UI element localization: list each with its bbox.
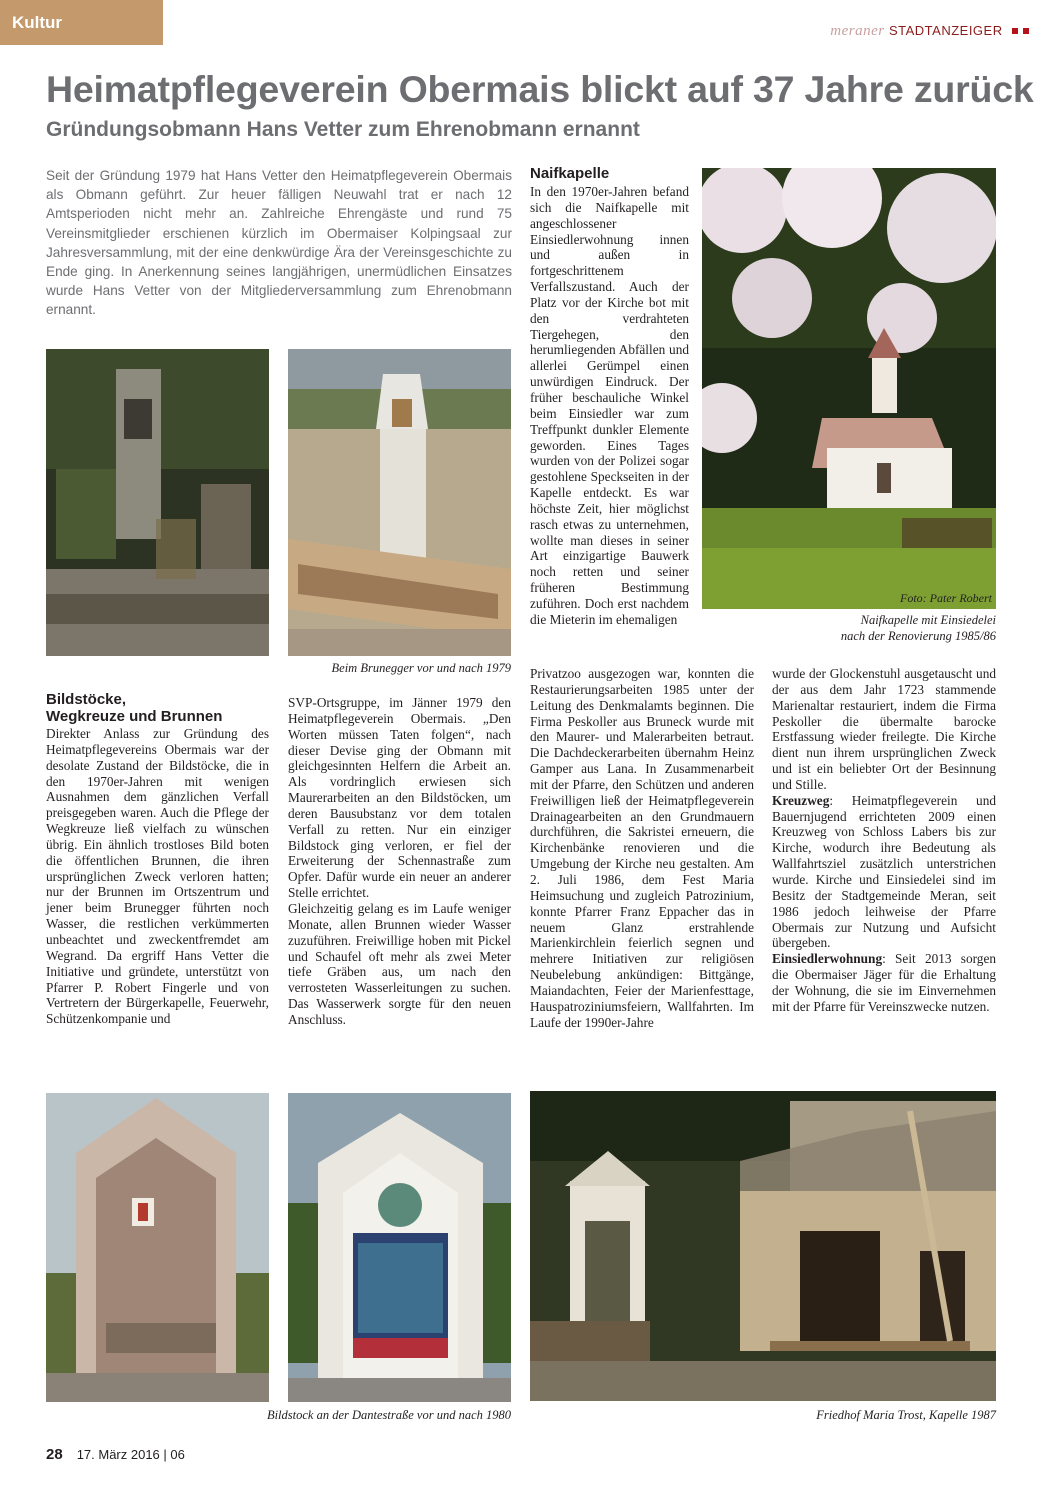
paragraph: Gleichzeitig gelang es im Laufe weniger Monate, allen Brunnen wieder Wasser zuzuführen. Freiwillige hoben mit Pickel und Schaufel oft mehr als zwei Meter tiefe Gräben aus, um nach den verrosteten Wasserleitungen zu suchen. Das Wasserwerk sorgte für den neuen Anschluss.: [288, 900, 511, 1027]
column-2-text: [288, 695, 511, 1028]
column-1-text: [46, 726, 269, 1027]
section-title-naifkapelle: Naifkapelle: [530, 165, 610, 182]
paragraph-einsiedler: [772, 951, 996, 1014]
lead-paragraph: Seit der Gründung 1979 hat Hans Vetter den Heimatpflegeverein Obermais als Obmann geführt. Zur heuer fälligen Neuwahl trat er nach 12 Amtsperioden nicht mehr an. Zahlreiche Ehrengäste und rund 75 Vereinsmitglieder erschienen kürzlich im Obermaiser Kolpingsaal zur Jahresversammlung, mit der eine denkwürdige Ära der Vereinsgeschichte zu Ende ging. In Anerkennung seines langjährigen, unermüdlichen Einsatzes wurde Hans Vetter von der Mitgliederversammlung zum Ehrenobmann ernannt.: [46, 168, 512, 318]
masthead-square-icon: [1012, 28, 1018, 34]
caption-naif-line1: Naifkapelle mit Einsiedelei: [860, 613, 996, 627]
masthead: [830, 22, 1029, 40]
photo-bildstock-after: [288, 1093, 511, 1402]
kreuzweg-label: Kreuzweg: [772, 792, 830, 808]
caption-bildstock: Bildstock an der Dantestraße vor und nach 1980: [266, 1408, 511, 1422]
photo-credit: Foto: Pater Robert: [900, 591, 992, 605]
einsiedler-label: Einsiedlerwohnung: [772, 951, 883, 967]
einsiedler-text: : Seit 2013 sorgen die Obermaiser Jäger für die Erhaltung der Wohnung, die sie im Einvernehmen mit der Pfarre für Vereinszwecke nutzen.: [772, 951, 996, 1014]
page-number: 28: [46, 1446, 63, 1463]
caption-friedhof: Friedhof Maria Trost, Kapelle 1987: [816, 1408, 996, 1422]
column-3-wide-text: [530, 666, 754, 1030]
photo-friedhof: [530, 1091, 996, 1401]
column-3-narrow-text: [530, 184, 689, 628]
paragraph-kreuzweg: [772, 793, 996, 951]
photo-naifkapelle: [702, 168, 996, 609]
paragraph: In den 1970er-Jahren befand sich die Naifkapelle mit angeschlossener Einsiedlerwohnung innen und außen in fortgeschrittenem Verfallszustand. Auch der Platz vor der Kirche bot mit den verdrahteten Tiergehegen, den herumliegenden Abfällen und allerlei Gerümpel einen unwürdigen Eindruck. Der früher beschauliche Winkel beim Einsiedler war zum Treffpunkt dunkler Elemente geworden. Eines Tages wurden von der Polizei sogar gestohlene Speckseiten in der Kapelle entdeckt. Es war höchste Zeit, hier möglichst rasch etwas zu unternehmen, wollte man dieses in seiner Art einzigartige Bauwerk noch retten und seiner früheren Bestimmung zuführen. Doch erst nachdem die Mieterin im ehemaligen: [530, 184, 689, 627]
masthead-square-icon: [1023, 28, 1029, 34]
headline: Heimatpflegeverein Obermais blickt auf 37 Jahre zurück: [46, 68, 1034, 110]
paragraph: Privatzoo ausgezogen war, konnten die Restaurierungsarbeiten 1985 unter der Leitung des Denkmalamts beginnen. Die Firma Peskoller aus Bruneck wurde mit den Maurer- und Malerarbeiten betraut. Die Dachdeckerarbeiten übernahm Heinz Gamper aus Lana. In Zusammenarbeit mit der Pfarre, den Schützen und anderen Freiwilligen ließ der Heimatpflegeverein Drainagearbeiten an den Grundmauern durchführen, die Sakristei erneuern, die Kirchenbänke renovieren und die Umgebung der Kirche neu gestalten. Am 2. Juli 1986, dem Fest Maria Heimsuchung und zugleich Patrozinium, konnte Pfarrer Franz Eppacher das in neuem Glanz erstrahlende Marienkirchlein feierlich segnen und mehrere Initiativen zur religiösen Neubelebung ankündigen: Bittgänge, Maiandachten, Feier der Marienfesttage, Hauspatroziniumsfeiern, Wallfahrten. Im Laufe der 1990er-Jahre: [530, 666, 754, 1030]
section-title-line2: Wegkreuze und Brunnen: [46, 708, 223, 725]
caption-brunnen: Beim Brunegger vor und nach 1979: [331, 661, 511, 675]
paragraph: Direkter Anlass zur Gründung des Heimatpflegevereins Obermais war der desolate Zustand der Bildstöcke, die in den 1970er-Jahren mit wenigen Ausnahmen dem gänzlichen Verfall preisgegeben waren. Auch die Pflege der Wegkreuze ließ vielfach zu wünschen übrig. Ein ähnlich trostloses Bild boten die öffentlichen Brunnen, die ihren ursprünglichen Zweck verloren hatten; nur der Brunnen im Ortszentrum und jener beim Brunegger führten noch Wasser, die restlichen verkümmerten unbeachtet und zweckentfremdet am Wegrand. Da ergriff Hans Vetter die Initiative und gründete, unterstützt von Pfarrer P. Robert Fingerle und von Vertretern der Bürgerkapelle, Feuerwehr, Schützenkompanie und: [46, 726, 269, 1027]
photo-brunnen-before: [46, 349, 269, 656]
masthead-part2: STADTANZEIGER: [888, 23, 1003, 38]
kreuzweg-text: : Heimatpflegeverein und Bauernjugend errichteten 2009 einen Kreuzweg von Schloss Labers bis zur Kirche, wodurch ihre Bedeutung als Wallfahrtsziel zusätzlich unterstrichen wurde. Kirche und Einsiedelei sind im Besitz der Stadtgemeinde Meran, seit 1986 jedoch leihweise der Pfarre Obermais zur Nutzung und Aufsicht übergeben.: [772, 792, 996, 951]
photo-bildstock-before: [46, 1093, 269, 1402]
masthead-part1: meraner: [830, 23, 885, 39]
subheadline: Gründungsobmann Hans Vetter zum Ehrenobmann ernannt: [46, 118, 640, 141]
issue-date: 17. März 2016 | 06: [76, 1447, 185, 1462]
caption-naif-line2: nach der Renovierung 1985/86: [840, 629, 996, 643]
paragraph: wurde der Glockenstuhl ausgetauscht und der aus dem Jahr 1723 stammende Marienaltar restauriert, indem die Firma Peskoller die übermalte barocke Erstfassung wieder freilegte. Die Kirche dient nun ihrem ursprünglichen Zweck und ist ein beliebter Ort der Besinnung und Stille.: [772, 666, 996, 792]
photo-brunnen-after: [288, 349, 511, 656]
page-footer: [46, 1446, 185, 1463]
section-title-bildstoecke: [46, 691, 269, 725]
paragraph: SVP-Ortsgruppe, im Jänner 1979 den Heimatpflegeverein Obermais. „Den Worten müssen Taten folgen“, nach dieser Devise ging der Obmann mit gleichgesinnten Helfern die Arbeit an. Als vordringlich erwiesen sich Maurerarbeiten an den Bildstöcken, um deren Bausubstanz vor dem totalen Verfall zu retten. Nur ein einziger Bildstock ging verloren, er fiel der Erweiterung der Schennastraße zum Opfer. Dafür wurde ein neuer an anderer Stelle errichtet.: [288, 695, 511, 901]
section-title-line1: Bildstöcke,: [46, 691, 127, 708]
column-4-text: [772, 666, 996, 1015]
caption-naifkapelle: [702, 612, 996, 644]
section-tag: Kultur: [0, 0, 163, 45]
